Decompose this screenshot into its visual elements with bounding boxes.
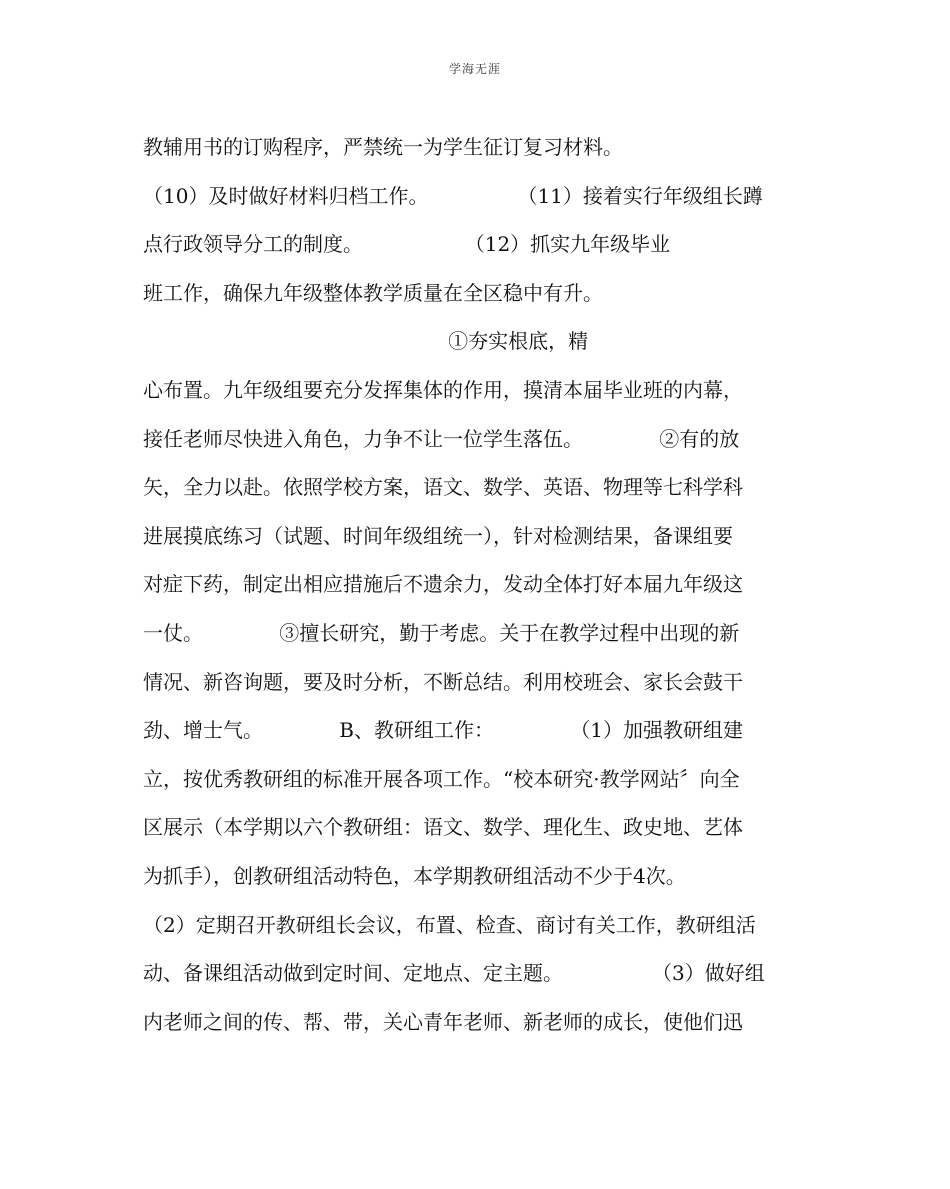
text-line-15: 区展示（本学期以六个教研组：语文、数学、理化生、政史地、艺体 [143, 815, 743, 840]
text-line-8: 矢，全力以赴。依照学校方案，语文、数学、英语、物理等七科学科 [143, 475, 743, 500]
text-line-1: 教辅用书的订购程序，严禁统一为学生征订复习材料。 [143, 135, 623, 159]
page-header: 学海无涯 [448, 62, 501, 76]
text-line-2: （10）及时做好材料归档工作。 （11）接着实行年级组长蹲 [143, 183, 763, 208]
document-body [143, 123, 813, 1046]
text-line-10: 对症下药，制定出相应措施后不遗余力，发动全体打好本届九年级这 [143, 572, 743, 597]
text-line-4: 班工作，确保九年级整体教学质量在全区稳中有升。 [143, 280, 603, 305]
text-line-11: 一仗。 ③擅长研究，勤于考虑。关于在教学过程中出现的新 [143, 620, 740, 645]
text-line-12: 情况、新咨询题，要及时分析，不断总结。利用校班会、家长会鼓干 [143, 669, 743, 694]
text-line-5: ①夯实根底，精 [143, 329, 589, 354]
text-line-19: 内老师之间的传、帮、带，关心青年老师、新老师的成长，使他们迅 [143, 1009, 743, 1034]
text-line-13: 劲、增士气。 B、教研组工作： （1）加强教研组建 [143, 718, 743, 743]
text-line-17: （2）定期召开教研组长会议，布置、检查、商讨有关工作，教研组活 [143, 912, 756, 937]
text-line-9: 进展摸底练习（试题、时间年级组统一），针对检测结果，备课组要 [143, 523, 733, 548]
text-line-7: 接任老师尽快进入角色，力争不让一位学生落伍。 ②有的放 [143, 426, 740, 451]
text-line-16: 为抓手），创教研组活动特色，本学期教研组活动不少于4次。 [143, 863, 686, 888]
text-line-3: 点行政领导分工的制度。 （12）抓实九年级毕业 [143, 232, 671, 257]
text-line-18: 动、备课组活动做到定时间、定地点、定主题。 （3）做好组 [143, 961, 765, 986]
text-line-14: 立，按优秀教研组的标准开展各项工作。“校本研究·教学网站〞向全 [143, 766, 740, 791]
text-line-6: 心布置。九年级组要充分发挥集体的作用，摸清本届毕业班的内幕， [143, 377, 743, 402]
